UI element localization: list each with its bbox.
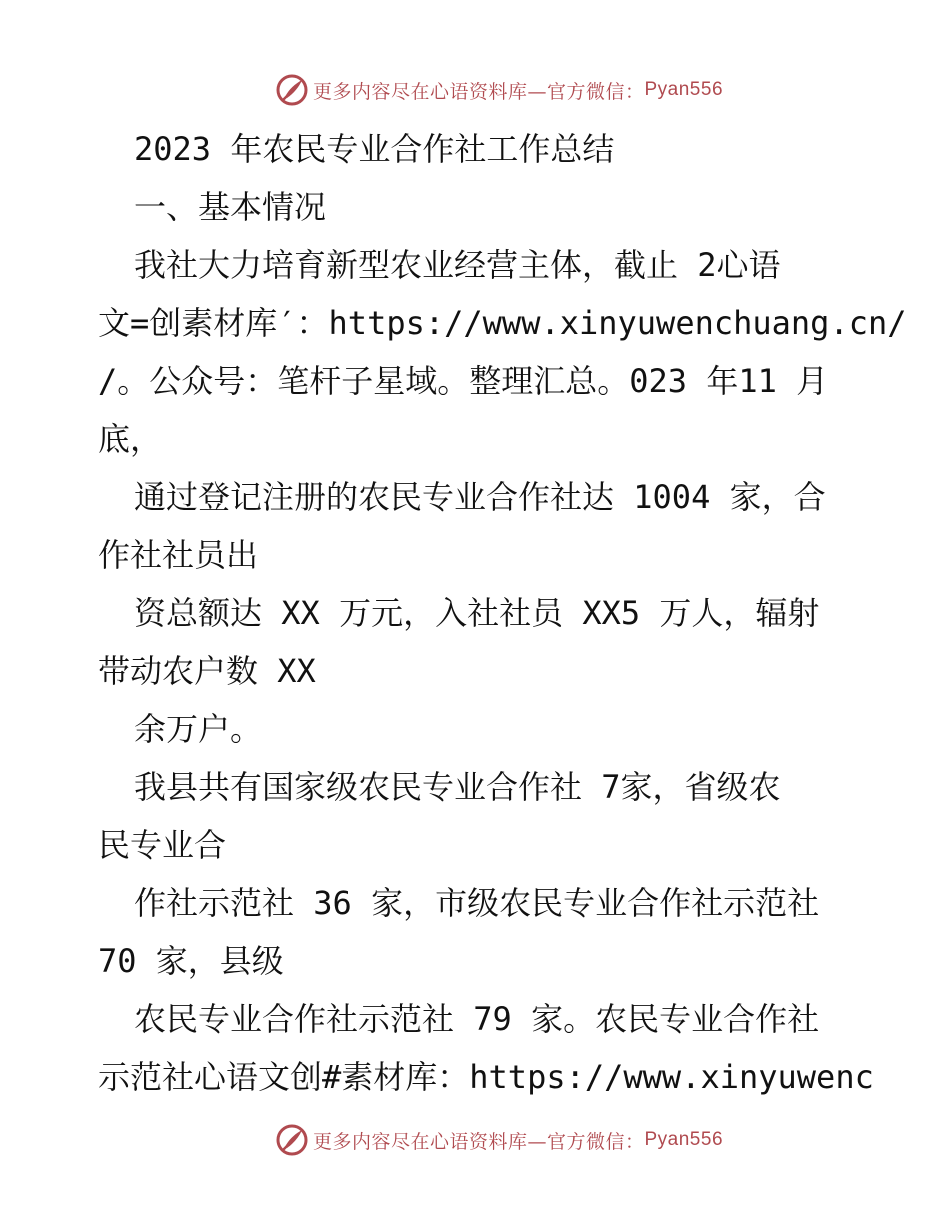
header-watermark-banner <box>0 70 950 110</box>
paragraph-line: 通过登记注册的农民专业合作社达 1004 家，合 <box>134 478 826 516</box>
paragraph-line: /。公众号：笔杆子星域。整理汇总。023 年11 月 <box>98 362 829 400</box>
paragraph-line: 作社示范社 36 家，市级农民专业合作社示范社 <box>134 884 820 922</box>
document-body <box>98 120 907 1106</box>
paragraph-line: 民专业合 <box>98 826 227 864</box>
paragraph-line: 资总额达 XX 万元，入社社员 XX5 万人，辐射 <box>134 594 820 632</box>
paragraph-line: 示范社心语文创#素材库：https://www.xinyuwenc <box>98 1058 874 1096</box>
paragraph-line: 农民专业合作社示范社 79 家。农民专业合作社 <box>134 1000 820 1038</box>
paragraph-line: 文=创素材库′：https://www.xinyuwenchuang.cn/ <box>98 304 907 342</box>
paragraph-line: 70 家，县级 <box>98 942 284 980</box>
paragraph-line: 我县共有国家级农民专业合作社 7家，省级农 <box>134 768 781 806</box>
footer-wechat-id: Pyan556 <box>644 1129 724 1150</box>
paragraph-line: 底， <box>98 420 163 458</box>
feather-pen-logo-icon <box>275 1123 309 1157</box>
feather-pen-logo-icon <box>275 73 309 107</box>
section-heading: 一、基本情况 <box>134 188 327 226</box>
paragraph-line: 带动农户数 XX <box>98 652 316 690</box>
document-title: 2023 年农民专业合作社工作总结 <box>134 130 615 168</box>
header-watermark-text: 更多内容尽在心语资料库—官方微信： <box>312 80 645 103</box>
paragraph-line: 我社大力培育新型农业经营主体，截止 2心语 <box>134 246 781 284</box>
paragraph-line: 作社社员出 <box>98 536 259 574</box>
paragraph-line: 余万户。 <box>134 710 263 748</box>
header-wechat-id: Pyan556 <box>644 79 724 100</box>
footer-watermark-banner <box>0 1120 950 1160</box>
footer-watermark-text: 更多内容尽在心语资料库—官方微信： <box>312 1130 645 1153</box>
